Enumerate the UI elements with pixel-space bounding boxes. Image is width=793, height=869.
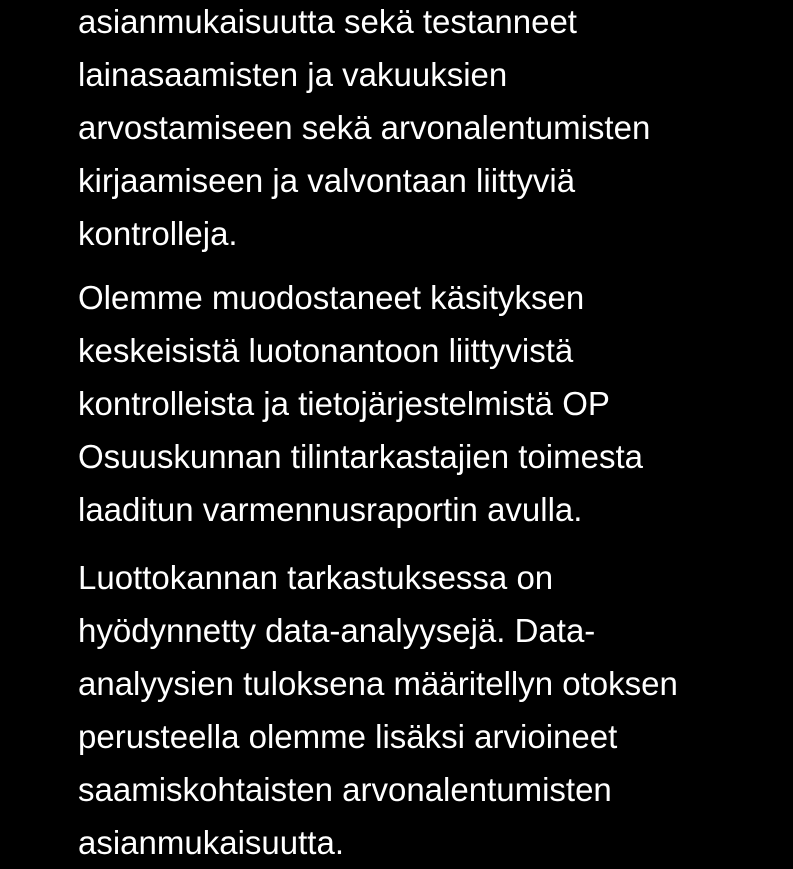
paragraph-1 <box>78 0 650 260</box>
paragraph-line: lainasaamisten ja vakuuksien <box>78 56 508 93</box>
paragraph-line: Luottokannan tarkastuksessa on <box>78 559 554 596</box>
paragraph-2 <box>78 271 643 536</box>
paragraph-line: asianmukaisuutta. <box>78 824 344 861</box>
paragraph-line: Osuuskunnan tilintarkastajien toimesta <box>78 438 643 475</box>
paragraph-line: arvostamiseen sekä arvonalentumisten <box>78 109 651 146</box>
paragraph-line: keskeisistä luotonantoon liittyvistä <box>78 332 574 369</box>
paragraph-line: perusteella olemme lisäksi arvioineet <box>78 718 618 755</box>
paragraph-line: laaditun varmennusraportin avulla. <box>78 491 583 528</box>
paragraph-line: kontrolleista ja tietojärjestelmistä OP <box>78 385 610 422</box>
paragraph-line: saamiskohtaisten arvonalentumisten <box>78 771 612 808</box>
paragraph-line: asianmukaisuutta sekä testanneet <box>78 3 577 40</box>
paragraph-line: hyödynnetty data-analyysejä. Data- <box>78 612 596 649</box>
paragraph-3 <box>78 551 678 869</box>
paragraph-line: Olemme muodostaneet käsityksen <box>78 279 585 316</box>
paragraph-line: analyysien tuloksena määritellyn otoksen <box>78 665 678 702</box>
paragraph-line: kontrolleja. <box>78 215 238 252</box>
paragraph-line: kirjaamiseen ja valvontaan liittyviä <box>78 162 576 199</box>
